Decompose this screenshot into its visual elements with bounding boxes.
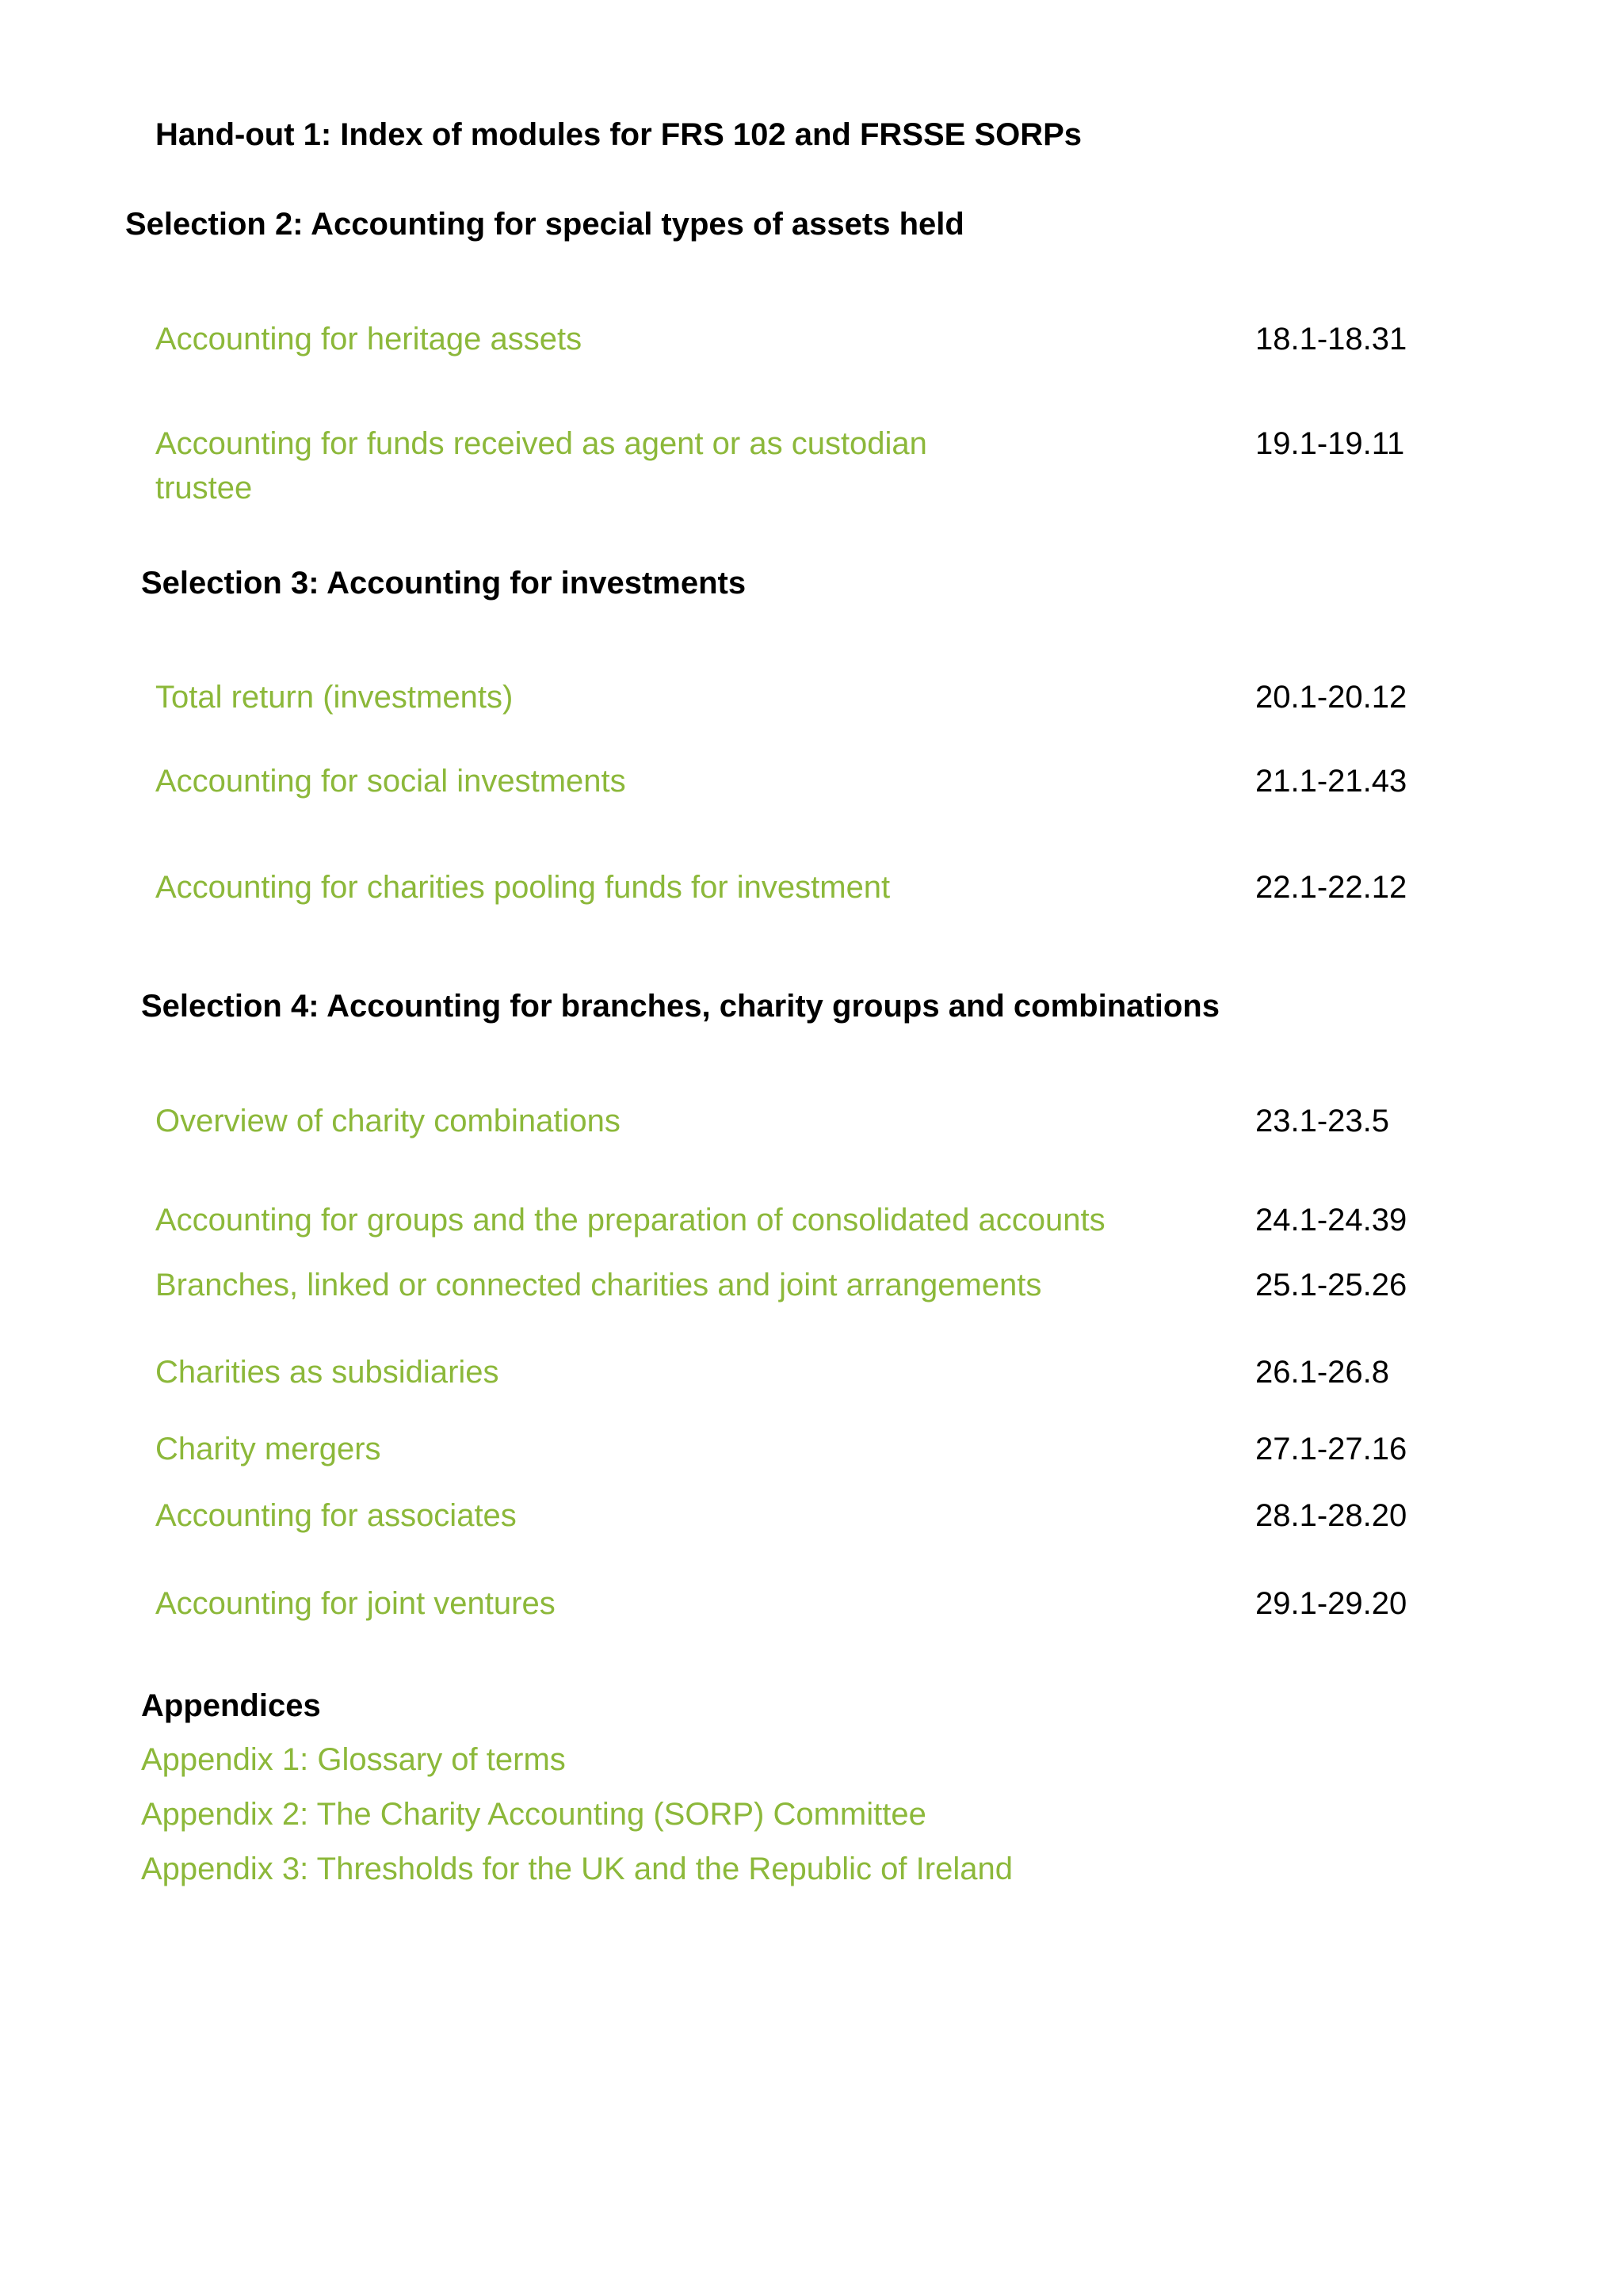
module-ref: 22.1-22.12 bbox=[1255, 870, 1407, 905]
document-title: Hand-out 1: Index of modules for FRS 102 and FRSSE SORPs bbox=[155, 117, 1083, 152]
section-heading-3: Selection 3: Accounting for investments bbox=[141, 566, 747, 601]
module-link-associates[interactable]: Accounting for associates bbox=[155, 1498, 517, 1533]
module-ref: 21.1-21.43 bbox=[1255, 764, 1407, 799]
appendix-link-glossary[interactable]: Appendix 1: Glossary of terms bbox=[141, 1742, 566, 1777]
module-ref: 27.1-27.16 bbox=[1255, 1432, 1407, 1466]
module-link-funds-as-agent[interactable] bbox=[155, 421, 927, 510]
module-ref: 26.1-26.8 bbox=[1255, 1355, 1390, 1390]
module-link-mergers[interactable]: Charity mergers bbox=[155, 1432, 381, 1466]
module-ref: 20.1-20.12 bbox=[1255, 680, 1407, 715]
module-ref: 29.1-29.20 bbox=[1255, 1586, 1407, 1621]
module-link-pooling-funds[interactable]: Accounting for charities pooling funds for investment bbox=[155, 870, 891, 905]
module-link-line: Accounting for funds received as agent or as custodian bbox=[155, 426, 927, 461]
module-link-heritage-assets[interactable]: Accounting for heritage assets bbox=[155, 322, 582, 357]
module-link-joint-ventures[interactable]: Accounting for joint ventures bbox=[155, 1586, 556, 1621]
section-heading-4: Selection 4: Accounting for branches, charity groups and combinations bbox=[141, 989, 1220, 1024]
module-ref: 25.1-25.26 bbox=[1255, 1268, 1407, 1302]
module-ref: 18.1-18.31 bbox=[1255, 322, 1407, 357]
appendix-link-committee[interactable]: Appendix 2: The Charity Accounting (SORP) Committee bbox=[141, 1797, 926, 1832]
module-ref: 24.1-24.39 bbox=[1255, 1203, 1407, 1238]
module-ref: 28.1-28.20 bbox=[1255, 1498, 1407, 1533]
module-link-subsidiaries[interactable]: Charities as subsidiaries bbox=[155, 1355, 499, 1390]
module-link-charity-combinations[interactable]: Overview of charity combinations bbox=[155, 1104, 621, 1138]
module-ref: 23.1-23.5 bbox=[1255, 1104, 1390, 1138]
module-link-total-return[interactable]: Total return (investments) bbox=[155, 680, 514, 715]
module-ref: 19.1-19.11 bbox=[1255, 426, 1405, 461]
appendix-link-thresholds[interactable]: Appendix 3: Thresholds for the UK and the Republic of Ireland bbox=[141, 1852, 1013, 1886]
section-heading-2: Selection 2: Accounting for special types of assets held bbox=[125, 207, 964, 242]
module-link-branches[interactable]: Branches, linked or connected charities and joint arrangements bbox=[155, 1268, 1042, 1302]
module-link-consolidated-accounts[interactable]: Accounting for groups and the preparation of consolidated accounts bbox=[155, 1203, 1106, 1238]
module-link-line: trustee bbox=[155, 471, 253, 505]
appendices-heading: Appendices bbox=[141, 1688, 321, 1723]
module-link-social-investments[interactable]: Accounting for social investments bbox=[155, 764, 626, 799]
